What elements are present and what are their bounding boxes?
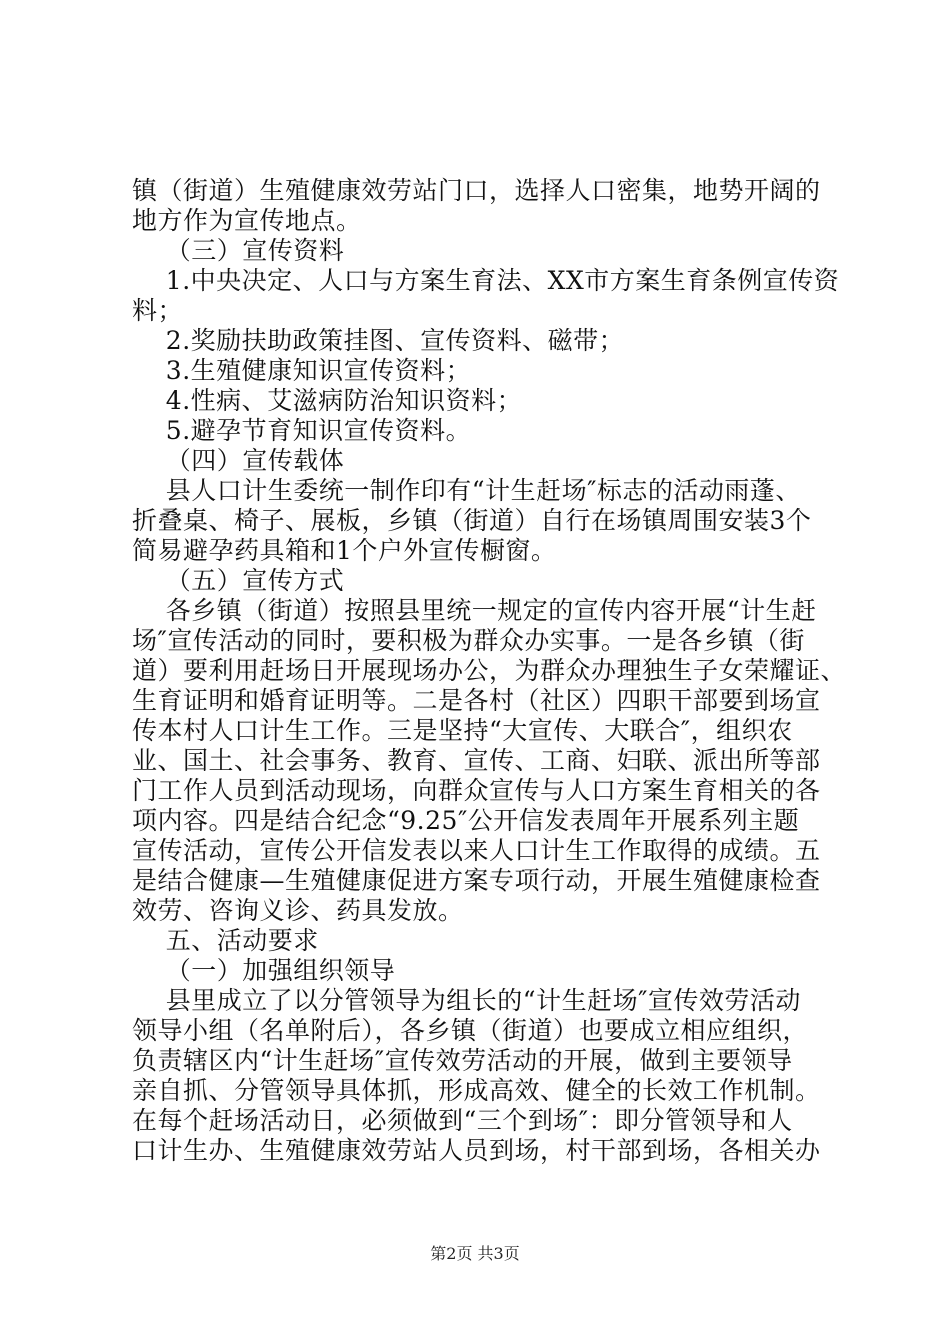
text-line: 效劳、咨询义诊、药具发放。: [132, 896, 464, 925]
text-line: 亲自抓、分管领导具体抓，形成高效、健全的长效工作机制。: [132, 1076, 821, 1105]
text-line: 口计生办、生殖健康效劳站人员到场，村干部到场，各相关办: [132, 1136, 821, 1165]
section-heading: 五、活动要求: [132, 926, 319, 955]
list-item: 4.性病、艾滋病防治知识资料；: [132, 386, 523, 415]
text-line: 镇（街道）生殖健康效劳站门口，选择人口密集，地势开阔的: [132, 176, 821, 205]
text-line: 是结合健康—生殖健康促进方案专项行动，开展生殖健康检查: [132, 866, 821, 895]
section-heading: （五）宣传方式: [132, 566, 345, 595]
section-heading: （三）宣传资料: [132, 236, 345, 265]
text-line: 业、国土、社会事务、教育、宣传、工商、妇联、派出所等部: [132, 746, 821, 775]
text-line: 县人口计生委统一制作印有“计生赶场″标志的活动雨蓬、: [132, 476, 801, 505]
text-line: 在每个赶场活动日，必须做到“三个到场″：即分管领导和人: [132, 1106, 793, 1135]
body-text: [132, 176, 847, 1166]
text-line: 领导小组（名单附后），各乡镇（街道）也要成立相应组织，: [132, 1016, 809, 1045]
text-line: 县里成立了以分管领导为组长的“计生赶场″宣传效劳活动: [132, 986, 801, 1015]
text-line: 料；: [132, 296, 184, 325]
text-line: 场″宣传活动的同时，要积极为群众办实事。一是各乡镇（街: [132, 626, 805, 655]
text-line: 简易避孕药具箱和1个户外宣传橱窗。: [132, 536, 557, 565]
text-line: 传本村人口计生工作。三是坚持“大宣传、大联合″，组织农: [132, 716, 793, 745]
page-number-footer: 第2页 共3页: [430, 1244, 520, 1263]
section-heading: （四）宣传载体: [132, 446, 345, 475]
text-line: 折叠桌、椅子、展板，乡镇（街道）自行在场镇周围安装3个: [132, 506, 812, 535]
list-item: 3.生殖健康知识宣传资料；: [132, 356, 472, 385]
text-line: 门工作人员到活动现场，向群众宣传与人口方案生育相关的各: [132, 776, 821, 805]
text-line: 宣传活动，宣传公开信发表以来人口计生工作取得的成绩。五: [132, 836, 821, 865]
text-line: 生育证明和婚育证明等。二是各村（社区）四职干部要到场宣: [132, 686, 821, 715]
list-item: 2.奖励扶助政策挂图、宣传资料、磁带；: [132, 326, 625, 355]
text-line: 负责辖区内“计生赶场″宣传效劳活动的开展，做到主要领导: [132, 1046, 793, 1075]
list-item: 1.中央决定、人口与方案生育法、XX市方案生育条例宣传资: [132, 266, 840, 295]
text-line: 项内容。四是结合纪念“9.25″公开信发表周年开展系列主题: [132, 806, 800, 835]
list-item: 5.避孕节育知识宣传资料。: [132, 416, 472, 445]
text-line: 地方作为宣传地点。: [132, 206, 362, 235]
text-line: 道）要利用赶场日开展现场办公，为群众办理独生子女荣耀证、: [132, 656, 847, 685]
section-heading: （一）加强组织领导: [132, 956, 396, 985]
text-line: 各乡镇（街道）按照县里统一规定的宣传内容开展“计生赶: [132, 596, 817, 625]
